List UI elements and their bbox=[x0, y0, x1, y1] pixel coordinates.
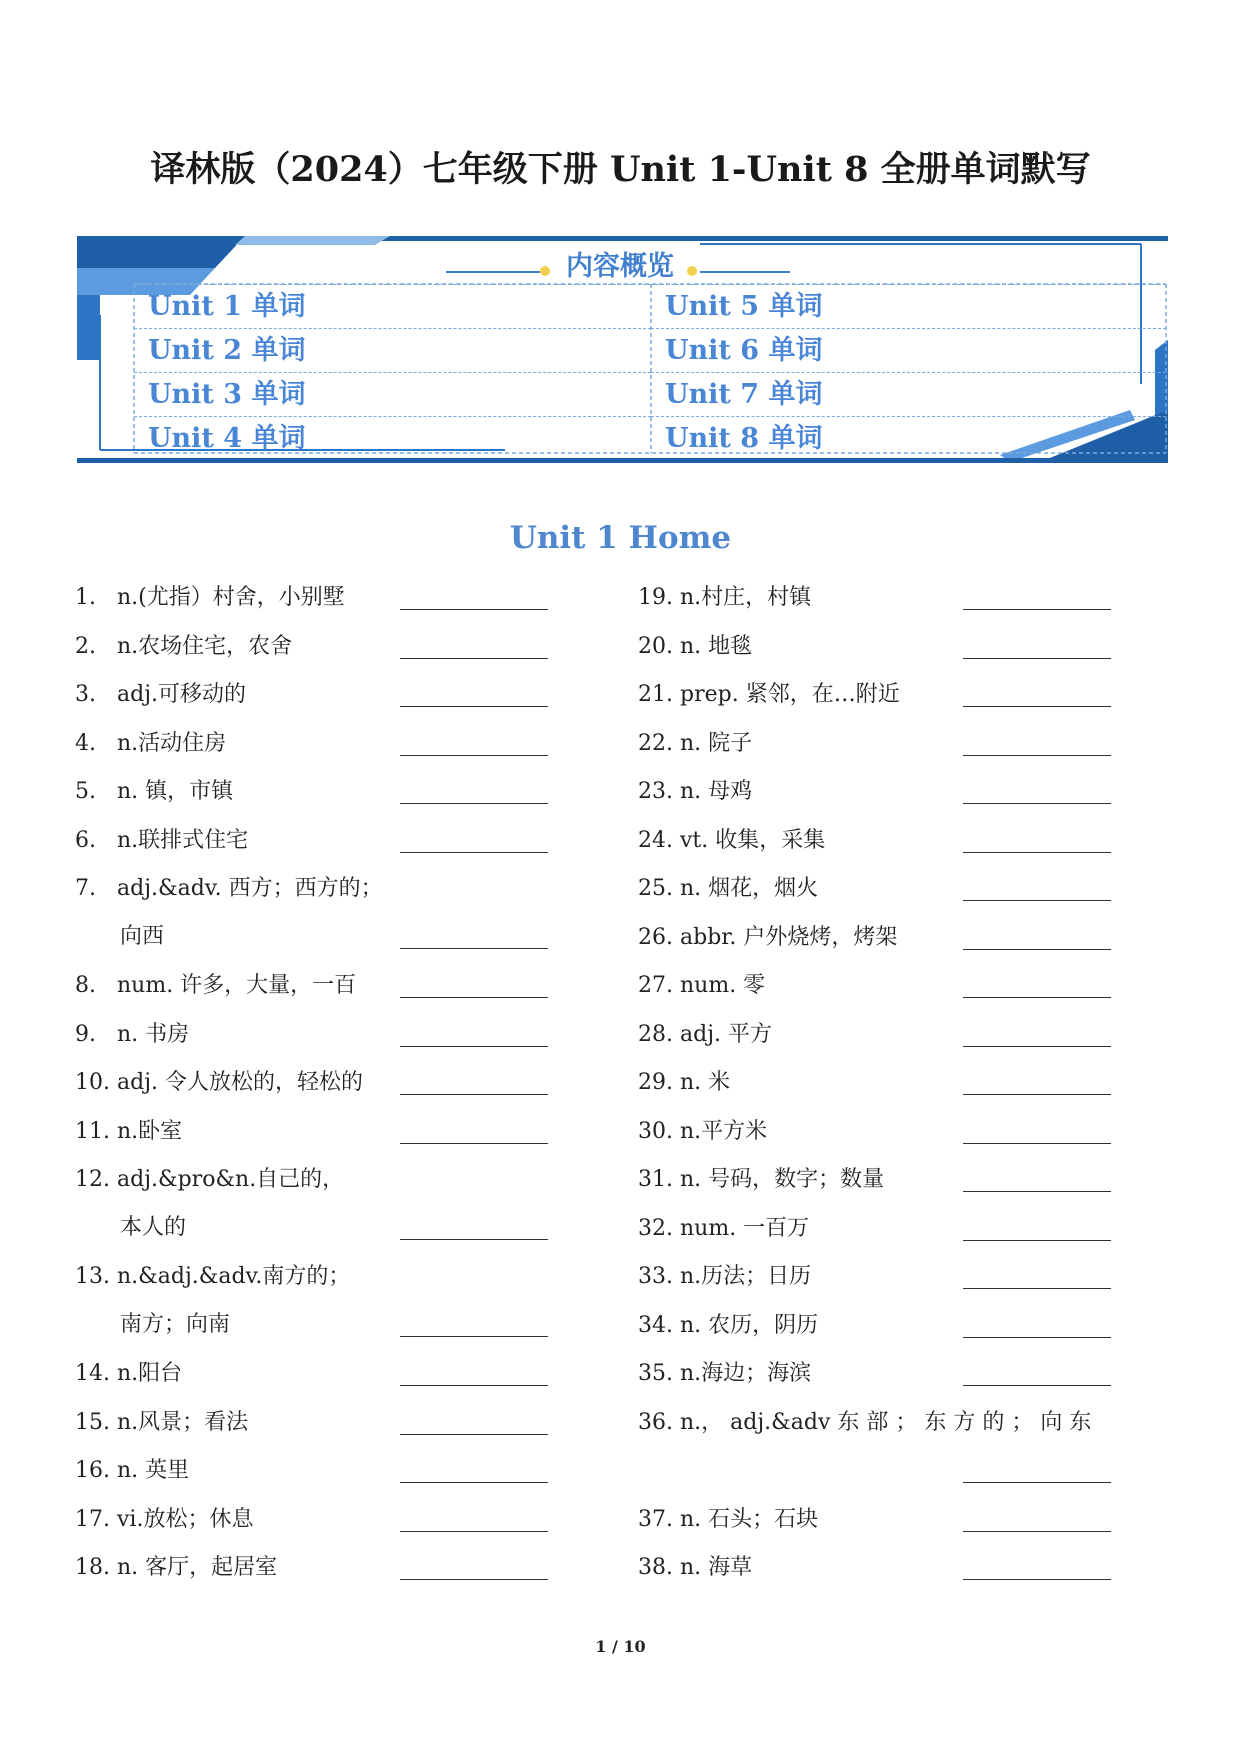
answer-blank[interactable] bbox=[963, 1530, 1111, 1532]
item-definition: num. 一百万 bbox=[680, 1216, 810, 1241]
item-definition: n. 客厅，起居室 bbox=[117, 1555, 278, 1580]
page-title: 译林版（2024）七年级下册 Unit 1-Unit 8 全册单词默写 bbox=[150, 149, 1091, 190]
item-number: 34. bbox=[638, 1313, 673, 1338]
answer-blank[interactable] bbox=[963, 1481, 1111, 1483]
answer-blank[interactable] bbox=[400, 1578, 548, 1580]
answer-blank[interactable] bbox=[963, 1578, 1111, 1580]
item-number: 19. bbox=[638, 585, 673, 610]
page-number: 1 / 10 bbox=[595, 1637, 646, 1656]
item-definition: n.海边；海滨 bbox=[680, 1361, 812, 1386]
overview-link-unit-2[interactable]: Unit 2 单词 bbox=[134, 328, 651, 372]
answer-blank[interactable] bbox=[963, 802, 1111, 804]
answer-blank[interactable] bbox=[963, 996, 1111, 998]
item-definition: n. 地毯 bbox=[680, 634, 753, 659]
answer-blank[interactable] bbox=[400, 1238, 548, 1240]
item-number: 36. bbox=[638, 1410, 673, 1435]
item-number: 3. bbox=[75, 682, 96, 707]
answer-blank[interactable] bbox=[963, 1045, 1111, 1047]
item-definition: num. 零 bbox=[680, 973, 766, 998]
item-definition: n. 石头；石块 bbox=[680, 1507, 819, 1532]
item-number: 38. bbox=[638, 1555, 673, 1580]
item-definition: adj.可移动的 bbox=[117, 682, 247, 707]
answer-blank[interactable] bbox=[400, 657, 548, 659]
item-definition: n. 书房 bbox=[117, 1022, 190, 1047]
item-number: 17. bbox=[75, 1507, 110, 1532]
answer-blank[interactable] bbox=[400, 1530, 548, 1532]
answer-blank[interactable] bbox=[400, 1481, 548, 1483]
answer-blank[interactable] bbox=[963, 1287, 1111, 1289]
overview-link-unit-3[interactable]: Unit 3 单词 bbox=[134, 372, 651, 416]
answer-blank[interactable] bbox=[963, 1336, 1111, 1338]
answer-blank[interactable] bbox=[963, 948, 1111, 950]
item-definition-continued: 向西 bbox=[120, 924, 165, 949]
overview-link-unit-1[interactable]: Unit 1 单词 bbox=[134, 284, 651, 328]
item-number: 29. bbox=[638, 1070, 673, 1095]
item-number: 15. bbox=[75, 1410, 110, 1435]
item-number: 1. bbox=[75, 585, 96, 610]
overview-heading: 内容概览 bbox=[566, 251, 674, 282]
item-definition: adj. 令人放松的，轻松的 bbox=[117, 1070, 364, 1095]
item-definition: abbr. 户外烧烤，烤架 bbox=[680, 925, 898, 950]
item-number: 5. bbox=[75, 779, 96, 804]
answer-blank[interactable] bbox=[400, 1433, 548, 1435]
item-number: 33. bbox=[638, 1264, 673, 1289]
item-number: 21. bbox=[638, 682, 673, 707]
item-definition: n. 米 bbox=[680, 1070, 731, 1095]
item-number: 8. bbox=[75, 973, 96, 998]
item-number: 7. bbox=[75, 876, 96, 901]
item-definition: n.活动住房 bbox=[117, 731, 227, 756]
item-number: 30. bbox=[638, 1119, 673, 1144]
overview-link-unit-4[interactable]: Unit 4 单词 bbox=[134, 416, 651, 460]
item-definition: adj.&pro&n.自己的， bbox=[117, 1167, 345, 1192]
item-number: 11. bbox=[75, 1119, 110, 1144]
item-definition: n.村庄，村镇 bbox=[680, 585, 812, 610]
item-definition: n.风景；看法 bbox=[117, 1410, 249, 1435]
answer-blank[interactable] bbox=[963, 657, 1111, 659]
item-definition: adj. 平方 bbox=[680, 1022, 773, 1047]
item-definition: n. 院子 bbox=[680, 731, 753, 756]
item-definition: n.历法；日历 bbox=[680, 1264, 812, 1289]
item-definition: adj.&adv. 西方；西方的； bbox=[117, 876, 383, 901]
answer-blank[interactable] bbox=[963, 1093, 1111, 1095]
item-number: 16. bbox=[75, 1458, 110, 1483]
answer-blank[interactable] bbox=[963, 754, 1111, 756]
answer-blank[interactable] bbox=[400, 1335, 548, 1337]
item-number: 13. bbox=[75, 1264, 110, 1289]
item-number: 23. bbox=[638, 779, 673, 804]
overview-link-unit-7[interactable]: Unit 7 单词 bbox=[651, 372, 1166, 416]
answer-blank[interactable] bbox=[400, 1384, 548, 1386]
answer-blank[interactable] bbox=[963, 1190, 1111, 1192]
answer-blank[interactable] bbox=[400, 802, 548, 804]
item-definition: n. 海草 bbox=[680, 1555, 753, 1580]
item-number: 31. bbox=[638, 1167, 673, 1192]
answer-blank[interactable] bbox=[963, 1142, 1111, 1144]
item-definition: n.(尤指）村舍，小别墅 bbox=[117, 585, 345, 610]
answer-blank[interactable] bbox=[400, 1045, 548, 1047]
answer-blank[interactable] bbox=[400, 1093, 548, 1095]
item-number: 22. bbox=[638, 731, 673, 756]
answer-blank[interactable] bbox=[963, 608, 1111, 610]
item-definition: n. 母鸡 bbox=[680, 779, 753, 804]
item-definition: n.农场住宅，农舍 bbox=[117, 634, 293, 659]
item-number: 18. bbox=[75, 1555, 110, 1580]
answer-blank[interactable] bbox=[400, 608, 548, 610]
item-definition: n. 农历，阴历 bbox=[680, 1313, 819, 1338]
item-number: 26. bbox=[638, 925, 673, 950]
item-definition: n.阳台 bbox=[117, 1361, 183, 1386]
item-definition: num. 许多，大量，一百 bbox=[117, 973, 357, 998]
item-number: 28. bbox=[638, 1022, 673, 1047]
item-number: 12. bbox=[75, 1167, 110, 1192]
answer-blank[interactable] bbox=[963, 1384, 1111, 1386]
item-definition: n.平方米 bbox=[680, 1119, 768, 1144]
item-definition: n.卧室 bbox=[117, 1119, 183, 1144]
item-definition: n. 号码，数字；数量 bbox=[680, 1167, 885, 1192]
answer-blank[interactable] bbox=[400, 705, 548, 707]
item-definition: n.， adj.&adv 东 部 ； 东 方 的 ； 向 东 bbox=[680, 1410, 1092, 1435]
item-definition: vi.放松；休息 bbox=[117, 1507, 254, 1532]
item-definition: n.&adj.&adv.南方的； bbox=[117, 1264, 351, 1289]
item-number: 6. bbox=[75, 828, 96, 853]
answer-blank[interactable] bbox=[963, 1239, 1111, 1241]
answer-blank[interactable] bbox=[400, 947, 548, 949]
answer-blank[interactable] bbox=[400, 851, 548, 853]
item-definition: prep. 紧邻，在…附近 bbox=[680, 682, 900, 707]
answer-blank[interactable] bbox=[963, 899, 1111, 901]
item-number: 35. bbox=[638, 1361, 673, 1386]
item-number: 9. bbox=[75, 1022, 96, 1047]
item-definition: n.联排式住宅 bbox=[117, 828, 249, 853]
item-number: 27. bbox=[638, 973, 673, 998]
item-definition: n. 烟花，烟火 bbox=[680, 876, 819, 901]
item-number: 37. bbox=[638, 1507, 673, 1532]
overview-link-unit-6[interactable]: Unit 6 单词 bbox=[651, 328, 1166, 372]
answer-blank[interactable] bbox=[400, 754, 548, 756]
item-definition: n. 英里 bbox=[117, 1458, 190, 1483]
answer-blank[interactable] bbox=[400, 996, 548, 998]
answer-blank[interactable] bbox=[963, 851, 1111, 853]
item-number: 32. bbox=[638, 1216, 673, 1241]
item-number: 14. bbox=[75, 1361, 110, 1386]
item-definition-continued: 南方；向南 bbox=[120, 1312, 231, 1337]
item-number: 2. bbox=[75, 634, 96, 659]
item-number: 10. bbox=[75, 1070, 110, 1095]
answer-blank[interactable] bbox=[963, 705, 1111, 707]
item-definition: n. 镇，市镇 bbox=[117, 779, 234, 804]
item-number: 20. bbox=[638, 634, 673, 659]
answer-blank[interactable] bbox=[400, 1142, 548, 1144]
item-definition: vt. 收集，采集 bbox=[680, 828, 826, 853]
overview-link-unit-5[interactable]: Unit 5 单词 bbox=[651, 284, 1166, 328]
item-number: 4. bbox=[75, 731, 96, 756]
item-number: 25. bbox=[638, 876, 673, 901]
item-number: 24. bbox=[638, 828, 673, 853]
overview-link-unit-8[interactable]: Unit 8 单词 bbox=[651, 416, 1166, 460]
item-definition-continued: 本人的 bbox=[120, 1215, 187, 1240]
section-title: Unit 1 Home bbox=[509, 520, 732, 556]
